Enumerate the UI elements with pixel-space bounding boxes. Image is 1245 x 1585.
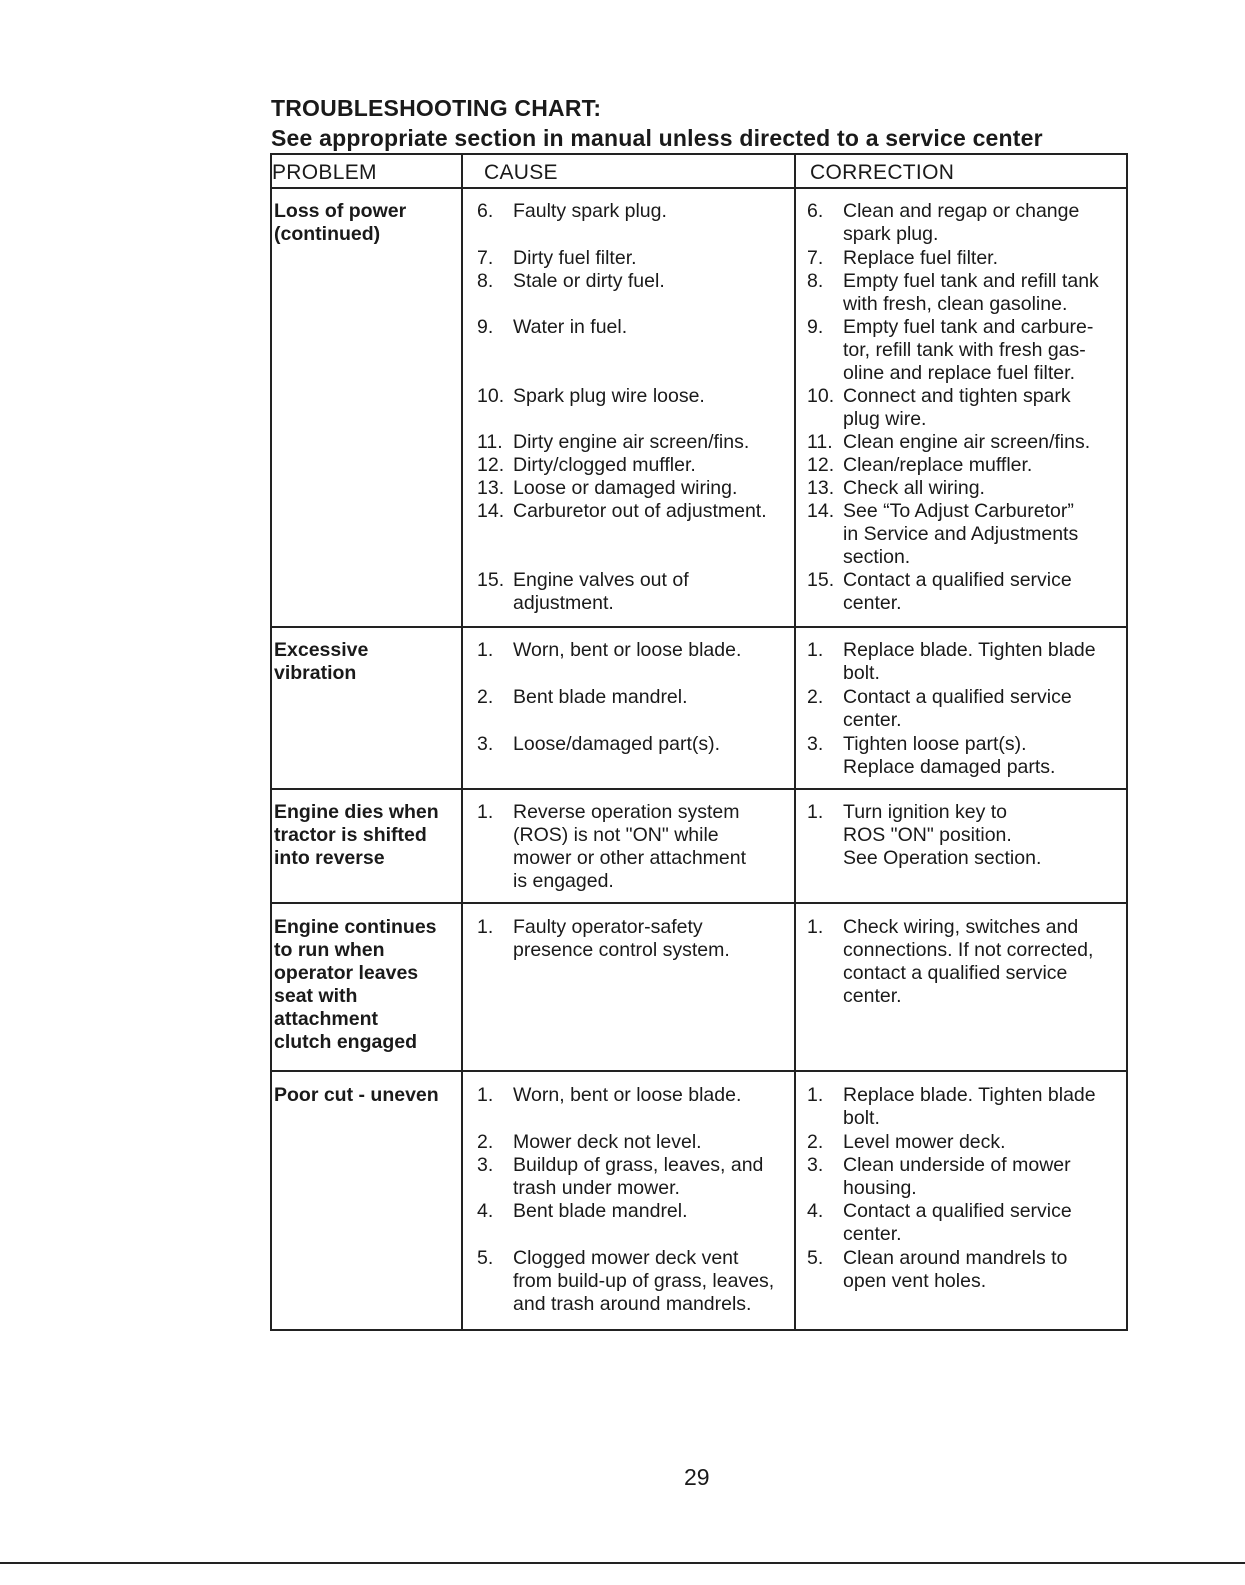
item-text: bolt. [843,662,880,684]
item-text: Worn, bent or loose blade. [513,1084,742,1106]
item-number: 4. [477,1200,494,1222]
item-number: 8. [477,270,494,292]
item-text: mower or other attachment [513,847,747,869]
item-number: 15. [807,569,835,591]
item-number: 3. [807,1154,824,1176]
item-number: 7. [807,247,824,269]
item-number: 12. [477,454,505,476]
item-text: Carburetor out of adjustment. [513,500,767,522]
item-number: 3. [477,733,494,755]
item-text: Clean/replace muffler. [843,454,1033,476]
item-text: Bent blade mandrel. [513,1200,688,1222]
item-number: 7. [477,247,494,269]
item-text: adjustment. [513,592,614,614]
item-text: spark plug. [843,223,939,245]
problem-text: tractor is shifted [274,824,427,846]
item-text: Connect and tighten spark [843,385,1071,407]
item-number: 12. [807,454,835,476]
problem-text: Excessive [274,639,369,661]
item-text: trash under mower. [513,1177,680,1199]
item-number: 3. [807,733,824,755]
item-text: and trash around mandrels. [513,1293,752,1315]
item-text: Replace blade. Tighten blade [843,639,1096,661]
item-number: 1. [807,801,824,823]
item-number: 10. [477,385,505,407]
problem-text: seat with [274,985,358,1007]
item-text: center. [843,985,902,1007]
item-text: with fresh, clean gasoline. [843,293,1068,315]
item-number: 15. [477,569,505,591]
item-text: Contact a qualified service [843,686,1072,708]
item-number: 14. [807,500,835,522]
item-number: 6. [477,200,494,222]
item-text: Replace damaged parts. [843,756,1056,778]
item-text: Reverse operation system [513,801,740,823]
item-number: 2. [807,686,824,708]
item-number: 1. [477,1084,494,1106]
item-text: center. [843,1223,902,1245]
problem-text: attachment [274,1008,379,1030]
item-text: bolt. [843,1107,880,1129]
header-divider [272,187,1126,189]
item-text: Clean and regap or change [843,200,1080,222]
troubleshooting-table [270,153,1128,1331]
problem-text: Poor cut - uneven [274,1084,439,1106]
item-number: 3. [477,1154,494,1176]
item-number: 1. [477,916,494,938]
column-header-cause: CAUSE [484,161,558,184]
problem-text: to run when [274,939,385,961]
item-text: Contact a qualified service [843,1200,1072,1222]
problem-cell [274,200,460,246]
column-divider [794,155,796,1329]
item-text: (ROS) is not "ON" while [513,824,719,846]
column-header-problem: PROBLEM [272,161,377,184]
item-text: ROS "ON" position. [843,824,1012,846]
item-text: Faulty operator-safety [513,916,703,938]
item-number: 6. [807,200,824,222]
item-number: 13. [807,477,835,499]
item-text: Water in fuel. [513,316,628,338]
item-text: housing. [843,1177,917,1199]
chart-title: TROUBLESHOOTING CHART: [271,95,602,121]
item-text: Contact a qualified service [843,569,1072,591]
item-text: Turn ignition key to [843,801,1008,823]
item-text: section. [843,546,911,568]
problem-text: Engine dies when [274,801,439,823]
item-text: Level mower deck. [843,1131,1006,1153]
item-text: center. [843,709,902,731]
item-text: Empty fuel tank and refill tank [843,270,1099,292]
item-number: 5. [807,1247,824,1269]
item-number: 1. [807,916,824,938]
problem-text: vibration [274,662,357,684]
item-number: 2. [477,1131,494,1153]
item-text: contact a qualified service [843,962,1068,984]
item-text: Dirty/clogged muffler. [513,454,696,476]
item-text: Check all wiring. [843,477,985,499]
item-text: Replace fuel filter. [843,247,999,269]
item-number: 8. [807,270,824,292]
item-text: Buildup of grass, leaves, and [513,1154,764,1176]
item-text: presence control system. [513,939,730,961]
item-text: from build-up of grass, leaves, [513,1270,775,1292]
item-text: Clean underside of mower [843,1154,1071,1176]
item-number: 13. [477,477,505,499]
item-number: 1. [477,801,494,823]
item-text: Check wiring, switches and [843,916,1079,938]
chart-subtitle: See appropriate section in manual unless directed to a service center [271,125,1043,151]
item-number: 9. [477,316,494,338]
item-text: Bent blade mandrel. [513,686,688,708]
item-text: Replace blade. Tighten blade [843,1084,1096,1106]
item-number: 1. [807,639,824,661]
page-number: 29 [684,1464,710,1490]
item-number: 11. [477,431,503,453]
item-text: oline and replace fuel filter. [843,362,1075,384]
problem-text: (continued) [274,223,381,245]
item-number: 14. [477,500,505,522]
item-text: in Service and Adjustments [843,523,1079,545]
row-divider [272,626,1126,628]
problem-text: operator leaves [274,962,419,984]
item-text: plug wire. [843,408,927,430]
item-text: See Operation section. [843,847,1042,869]
item-number: 1. [807,1084,824,1106]
problem-cell [274,916,460,1054]
item-text: tor, refill tank with fresh gas- [843,339,1086,361]
problem-cell [274,801,460,870]
column-header-correction: CORRECTION [810,161,955,184]
item-text: Spark plug wire loose. [513,385,705,407]
problem-text: Loss of power [274,200,407,222]
row-divider [272,902,1126,904]
item-number: 2. [477,686,494,708]
problem-cell [274,1084,460,1107]
item-number: 4. [807,1200,824,1222]
item-text: Clogged mower deck vent [513,1247,739,1269]
item-text: Worn, bent or loose blade. [513,639,742,661]
row-divider [272,1070,1126,1072]
item-number: 1. [477,639,494,661]
problem-cell [274,639,460,685]
footer-rule [0,1562,1245,1564]
problem-text: Engine continues [274,916,437,938]
item-text: center. [843,592,902,614]
item-text: Mower deck not level. [513,1131,702,1153]
item-number: 10. [807,385,835,407]
item-text: Dirty fuel filter. [513,247,637,269]
item-number: 11. [807,431,833,453]
item-text: Tighten loose part(s). [843,733,1027,755]
item-text: Empty fuel tank and carbure- [843,316,1094,338]
item-text: Engine valves out of [513,569,689,591]
item-text: is engaged. [513,870,614,892]
item-text: Loose/damaged part(s). [513,733,721,755]
item-number: 9. [807,316,824,338]
item-text: Clean engine air screen/fins. [843,431,1091,453]
item-text: connections. If not corrected, [843,939,1094,961]
column-divider [461,155,463,1329]
item-text: Faulty spark plug. [513,200,667,222]
item-number: 2. [807,1131,824,1153]
item-text: Clean around mandrels to [843,1247,1068,1269]
item-text: Stale or dirty fuel. [513,270,665,292]
item-text: open vent holes. [843,1270,987,1292]
item-text: Loose or damaged wiring. [513,477,738,499]
row-divider [272,788,1126,790]
problem-text: into reverse [274,847,385,869]
item-number: 5. [477,1247,494,1269]
item-text: See “To Adjust Carburetor” [843,500,1074,522]
item-text: Dirty engine air screen/fins. [513,431,750,453]
problem-text: clutch engaged [274,1031,418,1053]
